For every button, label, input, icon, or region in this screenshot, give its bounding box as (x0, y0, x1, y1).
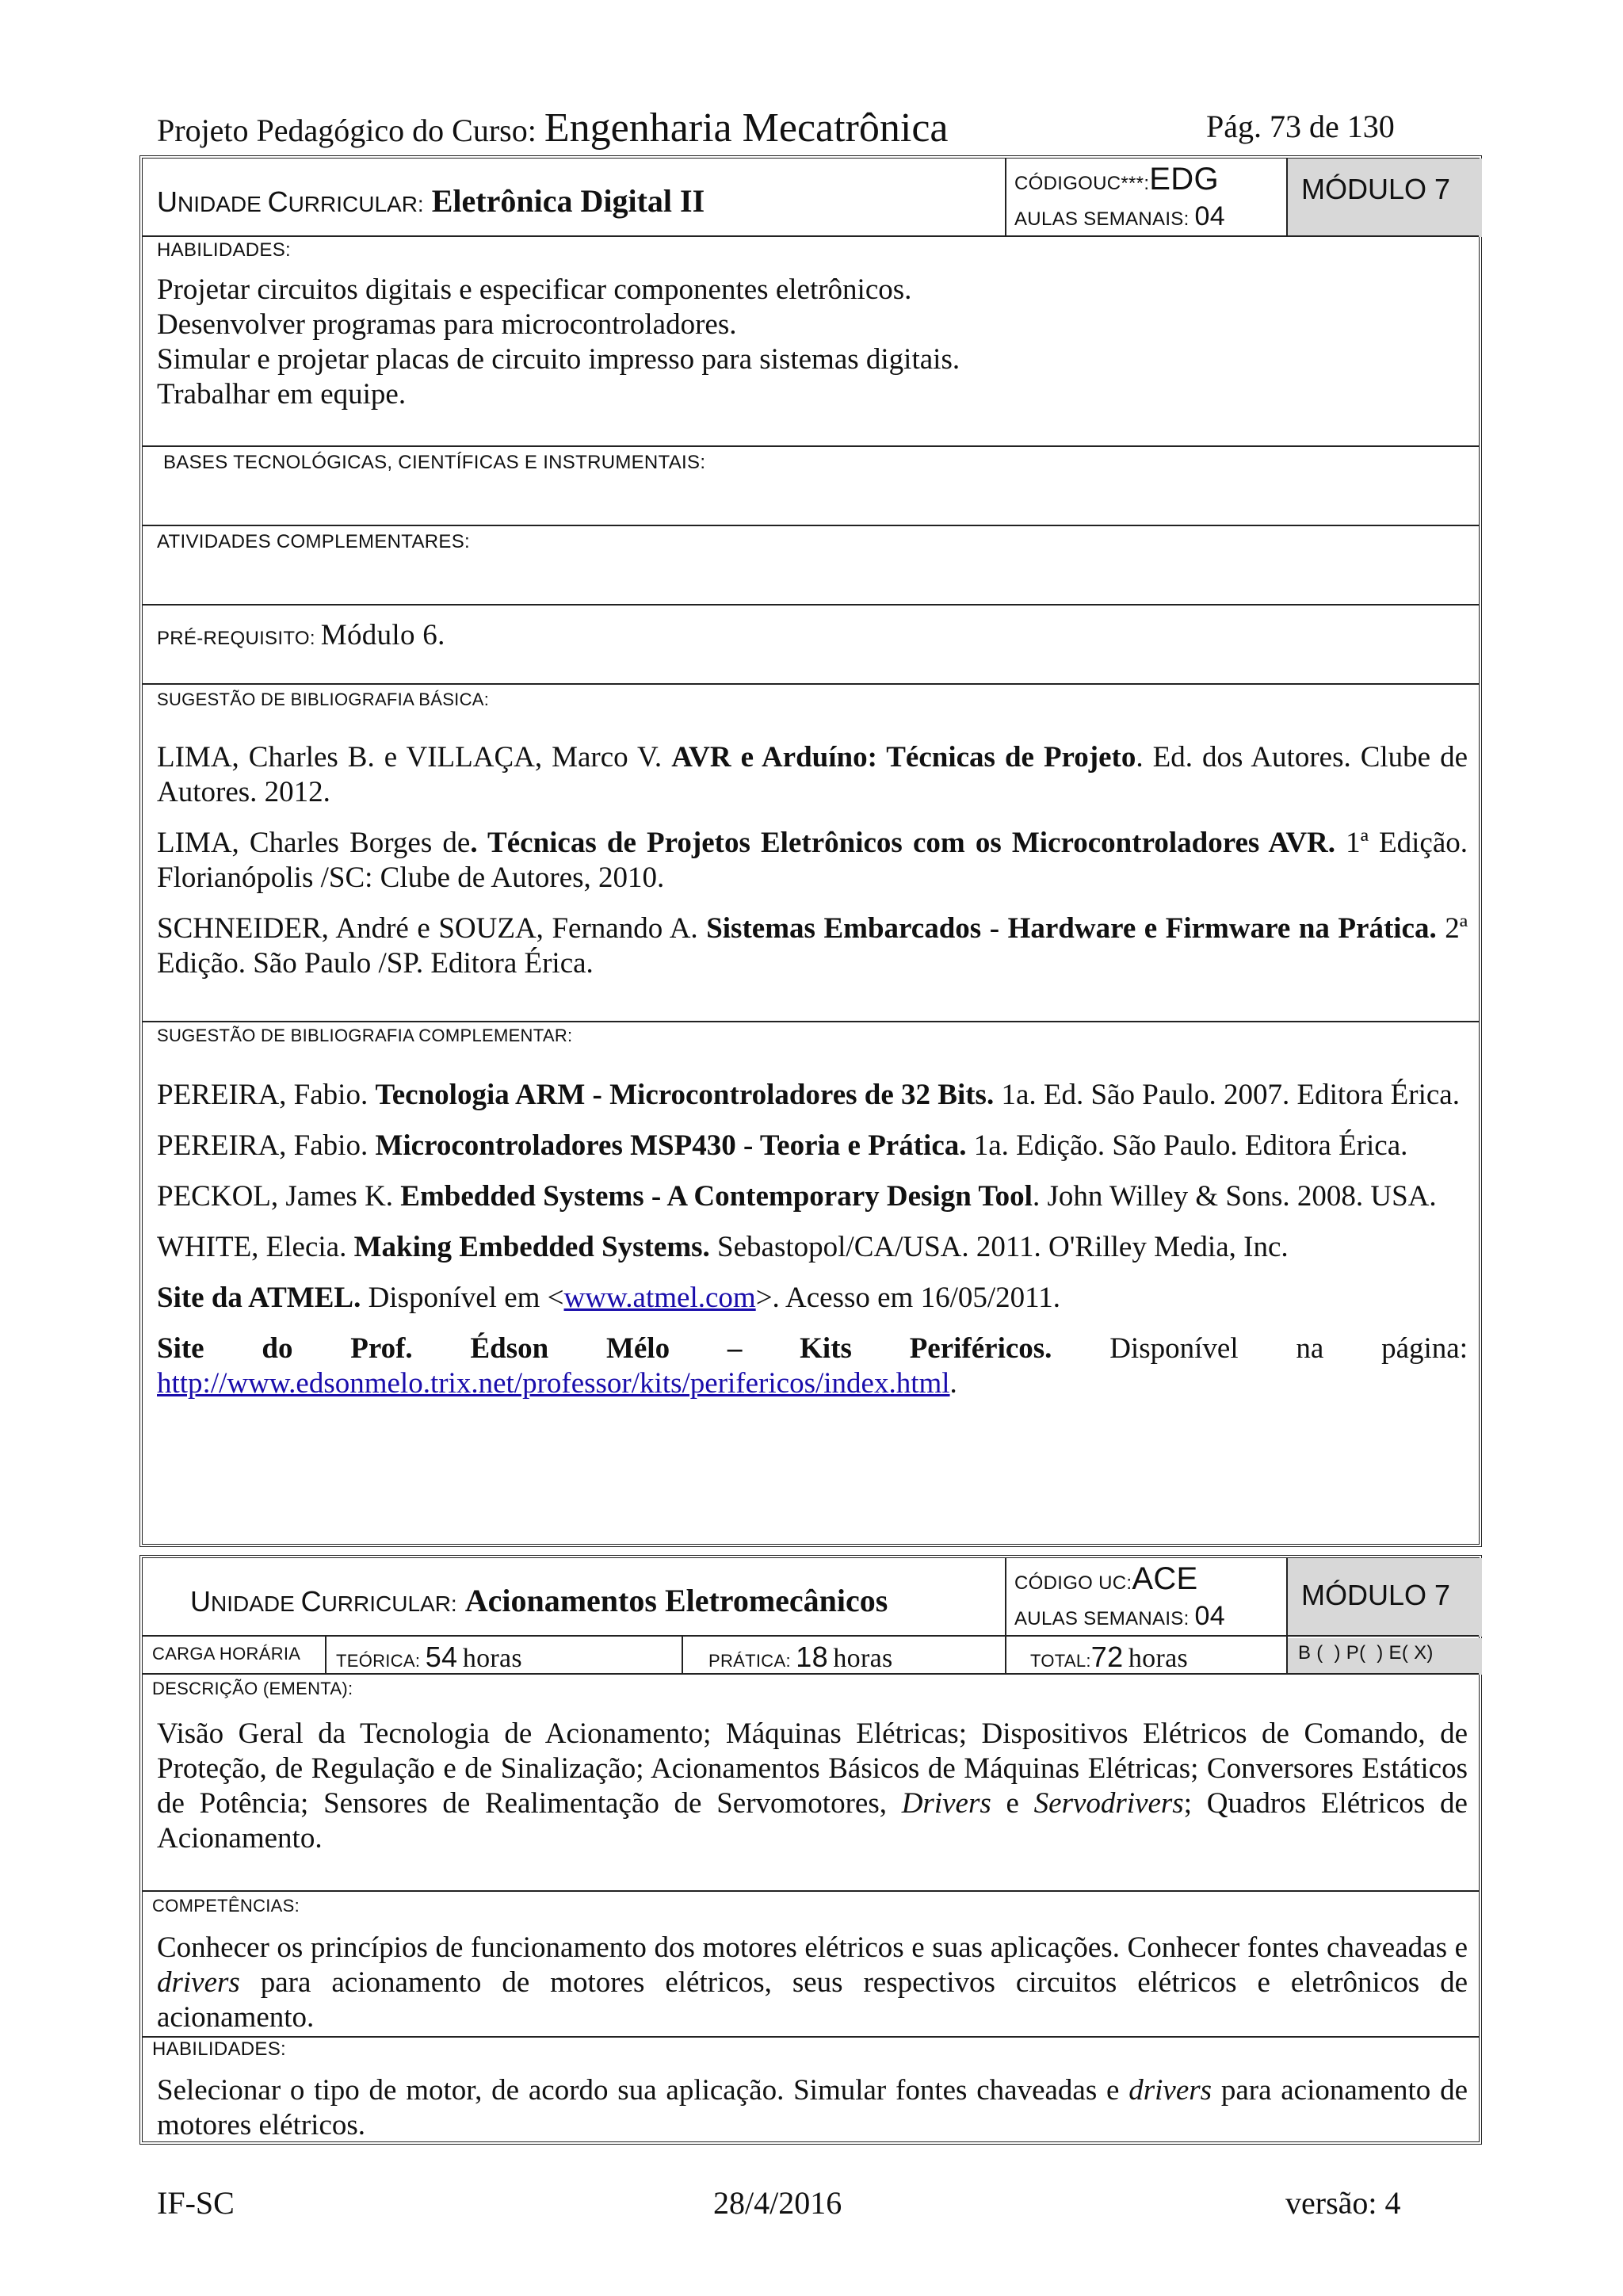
uc1-title-label: NIDADE (178, 192, 268, 216)
uc1-classes (1014, 201, 1225, 232)
uc2-classes (1014, 1601, 1225, 1632)
uc2-habilidades-label: HABILIDADES: (152, 2038, 286, 2060)
ref-title: AVR e Arduíno: Técnicas de Projeto (671, 741, 1136, 774)
uc1-bib-comp-label: SUGESTÃO DE BIBLIOGRAFIA COMPLEMENTAR: (157, 1026, 573, 1045)
uc1-bib-basica-item (157, 740, 1468, 810)
uc2-competencias (157, 1931, 1468, 2035)
uc1-prereq-label: PRÉ-REQUISITO: (157, 628, 315, 649)
uc1-title-label: U (157, 185, 178, 218)
uc2-row-line (143, 1635, 1479, 1637)
uc2-pratica-value: 18 (796, 1641, 828, 1673)
uc1-row-line (143, 604, 1479, 606)
ref-details: 1a. Ed. São Paulo. 2007. Editora Érica. (994, 1079, 1460, 1111)
header-course (157, 105, 948, 151)
uc1-unit-name: Eletrônica Digital II (431, 183, 705, 219)
uc1-atividades-label: ATIVIDADES COMPLEMENTARES: (157, 531, 470, 552)
uc2-module-label: MÓDULO (1301, 1579, 1427, 1611)
ref-authors: LIMA, Charles Borges de (157, 827, 471, 859)
uc2-module-value: 7 (1434, 1579, 1451, 1611)
uc1-row-line (143, 1021, 1479, 1022)
uc2-divider (1005, 1558, 1006, 1637)
uc1-code-value: EDG (1149, 162, 1219, 197)
uc1-module-label: MÓDULO (1301, 173, 1427, 205)
uc1-habilidades-list (157, 273, 1465, 412)
uc2-total-unit: horas (1128, 1644, 1189, 1673)
uc1-title-label: C (267, 185, 288, 218)
footer-date: 28/4/2016 (713, 2185, 842, 2221)
uc1-table (139, 155, 1482, 1547)
uc2-pratica-label: PRÁTICA: (708, 1651, 791, 1671)
uc1-classes-label: AULAS SEMANAIS: (1014, 208, 1190, 230)
uc1-bib-basica-item (157, 911, 1468, 981)
header-course-name: Engenharia Mecatrônica (544, 105, 949, 151)
ref-details: 2ª Edição. São Paulo /SP. Editora Érica. (157, 912, 1468, 980)
uc2-table (139, 1555, 1482, 2145)
uc2-classes-label: AULAS SEMANAIS: (1014, 1608, 1190, 1629)
uc1-row-line (143, 235, 1479, 237)
uc1-divider (1005, 159, 1006, 237)
uc1-bases-label: BASES TECNOLÓGICAS, CIENTÍFICAS E INSTRUMENTAIS: (163, 452, 706, 473)
uc2-divider (1286, 1558, 1288, 1675)
ref-title: Tecnologia ARM - Microcontroladores de 32 Bits. (375, 1079, 995, 1111)
ref-title: Sistemas Embarcados - Hardware e Firmware na Prática. (706, 912, 1437, 945)
ref-details: . (949, 1367, 957, 1400)
uc2-pratica-unit: horas (833, 1644, 893, 1673)
uc1-edson-ref (157, 1331, 1468, 1401)
ref-title: Microcontroladores MSP430 - Teoria e Prática. (375, 1129, 967, 1162)
uc1-habilidade-item: Projetar circuitos digitais e especificar componentes eletrônicos. (157, 273, 912, 306)
ref-details: 1ª Edição. Florianópolis /SC: Clube de Autores, 2010. (157, 827, 1468, 894)
uc1-bib-comp-item (157, 1078, 1468, 1113)
uc2-habilidades-text: drivers (1128, 2074, 1212, 2107)
uc2-competencias-text: para acionamento de motores elétricos, seus respectivos circuitos elétricos e eletrônicos de acionamento. (157, 1966, 1468, 2034)
uc2-descricao-text: Drivers (901, 1787, 991, 1820)
uc2-habilidades (157, 2073, 1468, 2143)
uc2-row-line (143, 1890, 1479, 1892)
atmel-link[interactable]: www.atmel.com (563, 1282, 756, 1314)
uc2-title-label: C (300, 1585, 322, 1618)
ref-details: . John Willey & Sons. 2008. USA. (1032, 1180, 1437, 1213)
uc1-bib-comp-item (157, 1179, 1468, 1214)
uc2-competencias-label: COMPETÊNCIAS: (152, 1896, 300, 1916)
uc1-module-value: 7 (1434, 173, 1451, 205)
uc1-title (157, 182, 705, 220)
uc1-row-line (143, 445, 1479, 447)
uc1-bib-basica-item (157, 826, 1468, 896)
uc2-tipo: B ( ) P( ) E( X) (1298, 1642, 1434, 1664)
uc2-total-value: 72 (1090, 1641, 1124, 1673)
uc1-bib-basica-list (157, 740, 1468, 997)
uc2-unit-name: Acionamentos Eletromecânicos (464, 1583, 888, 1618)
uc1-prereq-value: Módulo 6. (320, 619, 445, 651)
uc1-prereq (157, 618, 445, 652)
edson-link[interactable]: http://www.edsonmelo.trix.net/professor/kits/perifericos/index.html (157, 1367, 950, 1400)
ref-title: Site do Prof. Édson Mélo – Kits Periféricos. (157, 1332, 1052, 1365)
uc2-descricao-text: ; Quadros Elétricos de Acionamento. (157, 1787, 1468, 1855)
uc2-descricao-label: DESCRIÇÃO (EMENTA): (152, 1679, 353, 1698)
uc2-competencias-text: Conhecer os princípios de funcionamento dos motores elétricos e suas aplicações. Conhecer fontes chaveadas e (157, 1931, 1468, 1964)
header-course-label: Projeto Pedagógico do Curso: (157, 113, 537, 148)
uc2-total-label: TOTAL: (1030, 1651, 1091, 1671)
ref-details: Disponível em < (361, 1282, 564, 1314)
uc1-code (1014, 162, 1219, 197)
uc2-title-label: U (190, 1585, 211, 1618)
uc2-title-label: NIDADE (211, 1591, 301, 1616)
uc1-divider (1286, 159, 1288, 237)
uc1-row-line (143, 683, 1479, 685)
ref-details: . Ed. dos Autores. Clube de Autores. 2012. (157, 741, 1468, 808)
ref-details: 1a. Edição. São Paulo. Editora Érica. (966, 1129, 1408, 1162)
uc1-bib-comp-item (157, 1230, 1468, 1265)
uc2-total (1030, 1641, 1188, 1674)
uc2-competencias-text: drivers (157, 1966, 240, 1999)
uc2-code-value: ACE (1132, 1561, 1198, 1596)
uc1-row-line (143, 525, 1479, 526)
uc1-bib-basica-label-text: SUGESTÃO DE BIBLIOGRAFIA BÁSICA: (157, 690, 490, 709)
ref-details: Sebastopol/CA/USA. 2011. O'Rilley Media, Inc. (709, 1231, 1289, 1263)
ref-title: Embedded Systems - A Contemporary Design Tool (400, 1180, 1033, 1213)
uc2-teorica-unit: horas (462, 1644, 522, 1673)
uc2-row-line (143, 2036, 1479, 2038)
uc2-divider (1005, 1637, 1006, 1675)
uc2-teorica-value: 54 (425, 1641, 458, 1673)
uc1-habilidade-item: Simular e projetar placas de circuito impresso para sistemas digitais. (157, 343, 960, 376)
uc1-habilidades-label: HABILIDADES: (157, 239, 291, 261)
uc1-habilidade-item: Desenvolver programas para microcontroladores. (157, 308, 737, 341)
uc1-bib-comp-item (157, 1129, 1468, 1163)
footer-version: versão: 4 (1285, 2185, 1401, 2221)
ref-authors: PEREIRA, Fabio. (157, 1079, 376, 1111)
ref-details: >. Acesso em 16/05/2011. (755, 1282, 1061, 1314)
uc2-divider (682, 1637, 683, 1675)
ref-authors: PECKOL, James K. (157, 1180, 401, 1213)
ref-authors: WHITE, Elecia. (157, 1231, 354, 1263)
uc2-title (190, 1582, 888, 1619)
footer-institution: IF-SC (157, 2185, 235, 2221)
header-page-number: Pág. 73 de 130 (1206, 109, 1395, 144)
uc1-bib-comp-list (157, 1078, 1468, 1417)
uc1-classes-value: 04 (1194, 201, 1225, 231)
uc2-descricao-text: Visão Geral da Tecnologia de Acionamento; Máquinas Elétricas; Dispositivos Elétricos de Comando, de Proteção, de Regulação e de Sinalização; Acionamentos Básicos de Máquinas Elétricas; Conversores Estáticos de Potência; Sensores de Realimentação de Servomotores, (157, 1717, 1468, 1820)
uc2-code (1014, 1561, 1198, 1597)
uc1-module (1301, 173, 1450, 206)
uc2-descricao (157, 1717, 1468, 1856)
uc2-descricao-text: Servodrivers (1033, 1787, 1184, 1820)
ref-authors: LIMA, Charles B. e VILLAÇA, Marco V. (157, 741, 672, 774)
uc1-title-label: URRICULAR: (288, 192, 424, 216)
uc2-descricao-text: e (991, 1787, 1034, 1820)
uc2-teorica (336, 1641, 522, 1674)
uc2-module (1301, 1579, 1450, 1612)
ref-details: Disponível na página: (1052, 1332, 1468, 1365)
ref-title: Site da ATMEL. (157, 1282, 361, 1314)
uc2-classes-value: 04 (1194, 1601, 1225, 1631)
ref-title: Making Embedded Systems. (353, 1231, 710, 1263)
uc2-carga-label: CARGA HORÁRIA (152, 1644, 301, 1664)
ref-authors: SCHNEIDER, André e SOUZA, Fernando A. (157, 912, 707, 945)
uc2-code-label: CÓDIGO UC: (1014, 1572, 1132, 1594)
uc2-habilidades-text: para acionamento de motores elétricos. (157, 2074, 1468, 2141)
uc1-habilidade-item: Trabalhar em equipe. (157, 378, 407, 411)
uc2-title-label: URRICULAR: (321, 1591, 457, 1616)
uc2-teorica-label: TEÓRICA: (336, 1651, 421, 1671)
uc2-habilidades-text: Selecionar o tipo de motor, de acordo sua aplicação. Simular fontes chaveadas e (157, 2074, 1129, 2107)
uc2-divider (325, 1637, 327, 1675)
uc1-code-label: CÓDIGOUC***: (1014, 173, 1150, 194)
uc1-bib-basica-label (157, 690, 489, 710)
uc2-pratica (708, 1641, 893, 1674)
ref-authors: PEREIRA, Fabio. (157, 1129, 376, 1162)
uc1-atmel-ref (157, 1281, 1468, 1316)
ref-title: . Técnicas de Projetos Eletrônicos com os Microcontroladores AVR. (470, 827, 1336, 859)
